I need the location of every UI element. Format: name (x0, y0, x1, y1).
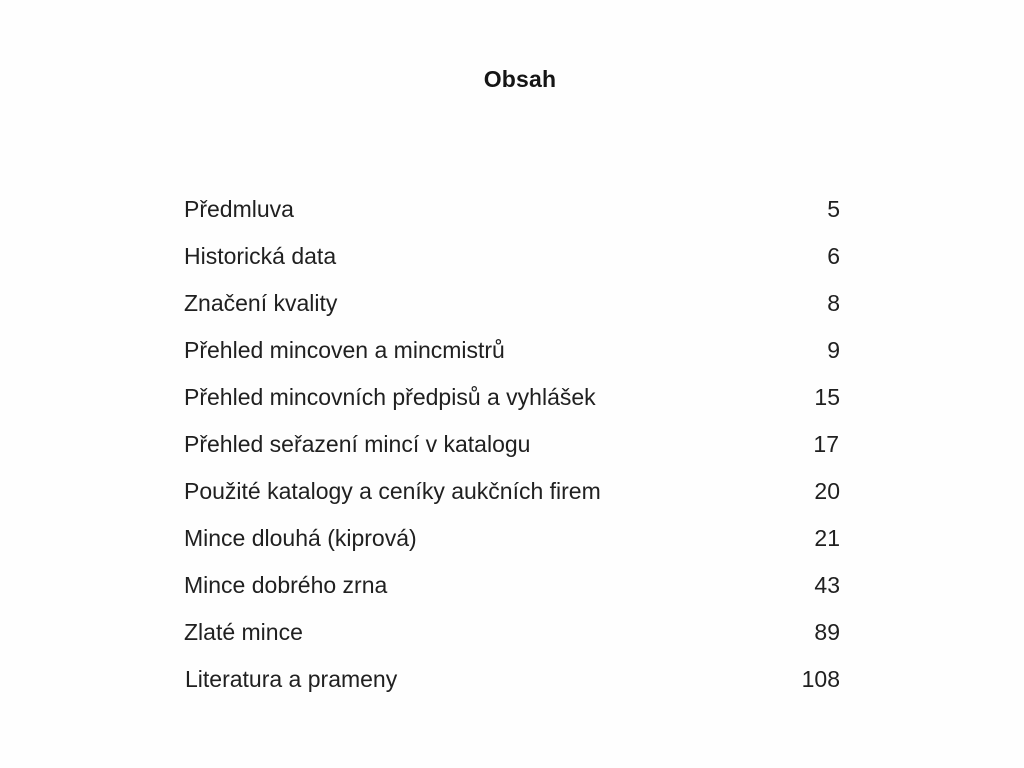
toc-entry-label: Mince dlouhá (kiprová) (184, 525, 417, 551)
toc-entry-page-number: 89 (814, 619, 840, 645)
toc-entry (184, 429, 840, 476)
toc-entry-label: Přehled mincoven a mincmistrů (184, 337, 505, 363)
toc-entry-label: Zlaté mince (184, 619, 303, 645)
toc-entry-page-number: 21 (814, 525, 840, 551)
toc-entry-label: Historická data (184, 243, 337, 269)
page-title: Obsah (483, 66, 557, 92)
toc-entry (184, 617, 840, 664)
toc-entry-label: Značení kvality (184, 290, 338, 316)
toc-entry-page-number: 20 (814, 478, 840, 504)
toc-entry-label: Přehled seřazení mincí v katalogu (184, 431, 531, 457)
toc-entry (184, 241, 840, 288)
toc-entry (184, 523, 840, 570)
toc-entry (184, 382, 840, 429)
toc-entry-label: Literatura a prameny (185, 666, 398, 692)
toc-entry-page-number: 9 (827, 337, 840, 363)
toc-entry-page-number: 43 (814, 572, 840, 598)
toc-entry-page-number: 6 (827, 243, 840, 269)
toc-entry (184, 335, 840, 382)
toc-entry-page-number: 5 (827, 196, 840, 222)
toc-entry-label: Použité katalogy a ceníky aukčních firem (184, 478, 601, 504)
table-of-contents (184, 194, 840, 711)
toc-entry-label: Přehled mincovních předpisů a vyhlášek (184, 384, 596, 410)
toc-entry (184, 194, 840, 241)
toc-entry-page-number: 8 (827, 290, 840, 316)
toc-entry-page-number: 108 (801, 666, 840, 692)
toc-entry (184, 570, 840, 617)
toc-entry (185, 664, 841, 711)
toc-entry (184, 288, 840, 335)
toc-entry-label: Předmluva (184, 196, 294, 222)
toc-entry-page-number: 17 (813, 431, 839, 457)
toc-entry-page-number: 15 (814, 384, 840, 410)
toc-entry-label: Mince dobrého zrna (184, 572, 388, 598)
toc-entry (184, 476, 840, 523)
